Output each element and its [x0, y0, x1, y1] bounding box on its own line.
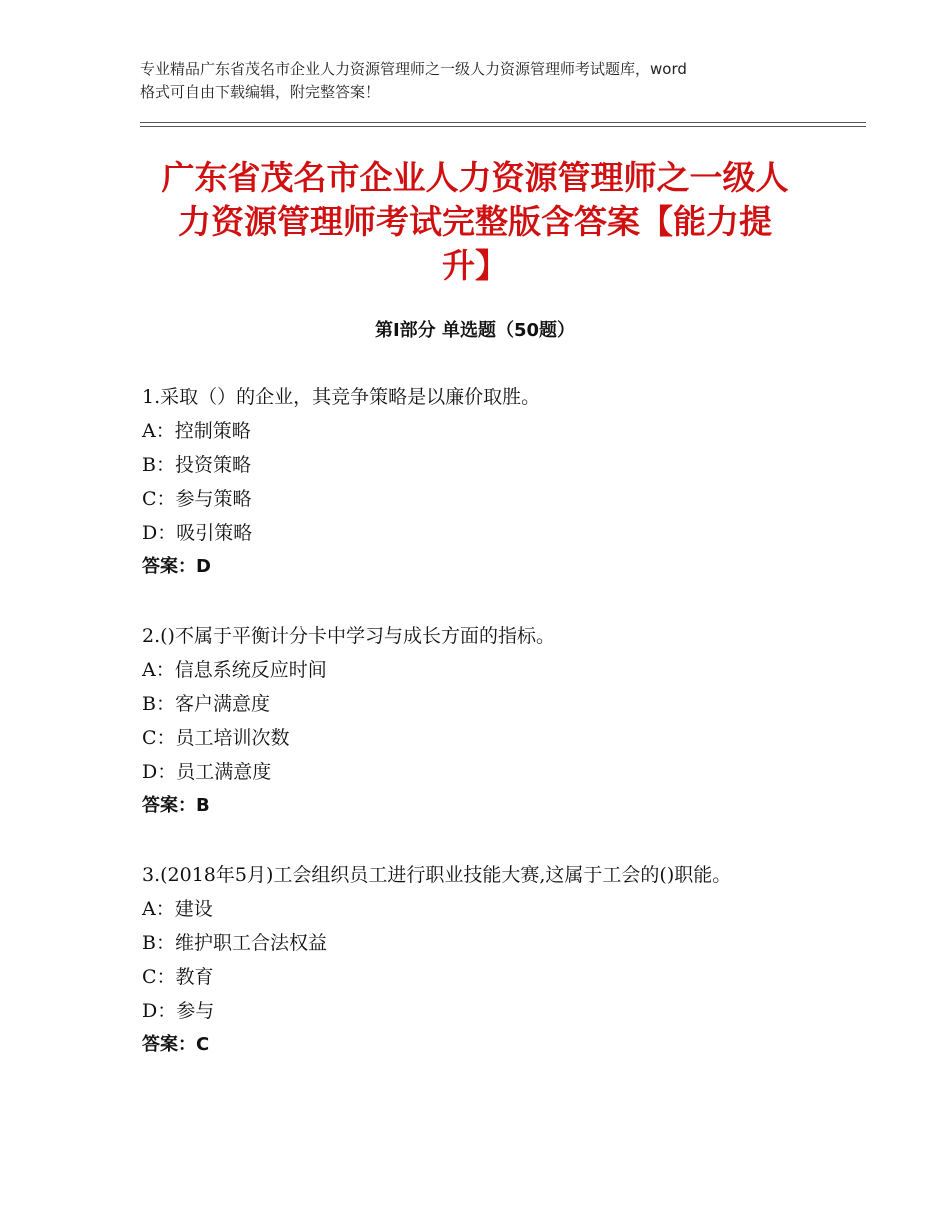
answer: 答案：B: [142, 795, 210, 816]
question-text: 3.(2018年5月)工会组织员工进行职业技能大赛,这属于工会的()职能。: [142, 864, 732, 886]
option-b: B：客户满意度: [142, 693, 270, 715]
option-c: C：员工培训次数: [142, 727, 290, 749]
option-b: B：维护职工合法权益: [142, 932, 327, 954]
option-d: D：吸引策略: [142, 522, 253, 544]
answer: 答案：D: [142, 556, 211, 577]
header-line-1: 专业精品广东省茂名市企业人力资源管理师之一级人力资源管理师考试题库，word: [140, 60, 687, 78]
option-a: A：信息系统反应时间: [142, 659, 327, 681]
question-2: [142, 619, 822, 823]
document-title: [120, 156, 830, 288]
answer: 答案：C: [142, 1034, 210, 1055]
option-c: C：教育: [142, 966, 214, 988]
option-a: A：建设: [142, 898, 213, 920]
page-header: [140, 58, 820, 104]
option-d: D：员工满意度: [142, 761, 272, 783]
option-b: B：投资策略: [142, 454, 251, 476]
question-text: 2.()不属于平衡计分卡中学习与成长方面的指标。: [142, 625, 555, 647]
question-3: [142, 858, 822, 1062]
option-c: C：参与策略: [142, 488, 252, 510]
title-line-3: 升】: [442, 246, 508, 285]
option-d: D：参与: [142, 1000, 215, 1022]
title-line-1: 广东省茂名市企业人力资源管理师之一级人: [161, 158, 789, 197]
option-a: A：控制策略: [142, 420, 251, 442]
title-line-2: 力资源管理师考试完整版含答案【能力提: [178, 202, 772, 241]
header-line-2: 格式可自由下载编辑，附完整答案！: [140, 83, 381, 101]
question-1: [142, 380, 822, 584]
question-text: 1.采取（）的企业，其竞争策略是以廉价取胜。: [142, 386, 541, 408]
section-heading: 第Ⅰ部分 单选题（50题）: [374, 320, 575, 341]
header-divider-top: [140, 122, 866, 123]
header-divider-bottom: [140, 126, 866, 127]
